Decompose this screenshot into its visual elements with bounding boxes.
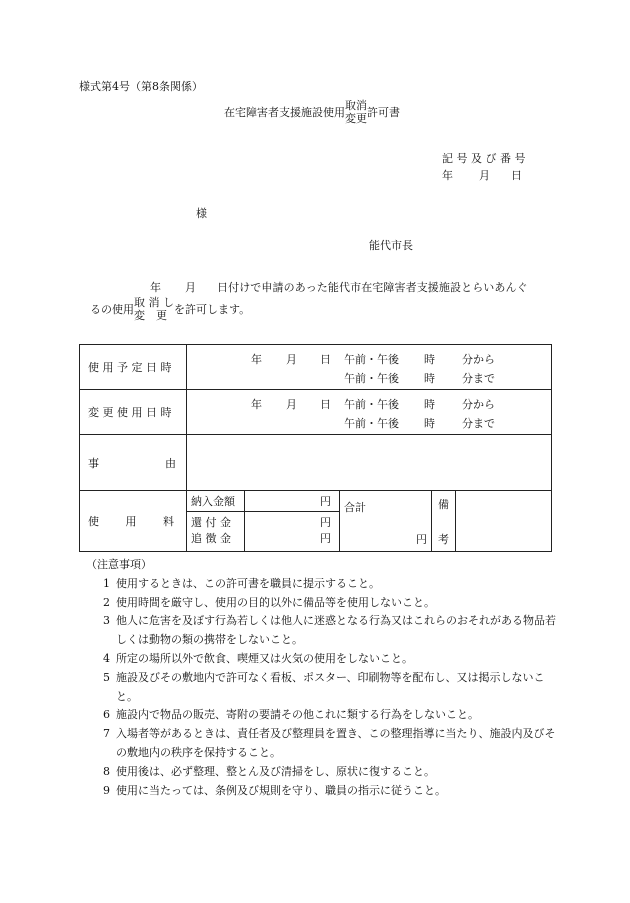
note-item	[86, 725, 556, 763]
note-item	[86, 594, 556, 613]
body-line-2-suffix: を許可します。	[174, 303, 251, 316]
note-item	[86, 650, 556, 669]
title-prefix: 在宅障害者支援施設使用	[224, 106, 345, 119]
changed-month: 月	[286, 397, 297, 411]
note-number: 2	[103, 595, 110, 609]
body-options	[134, 296, 174, 322]
note-number: 3	[103, 614, 110, 628]
changed-end-minute: 分まで	[462, 416, 495, 430]
total-yen: 円	[416, 532, 427, 546]
title-option-change: 変更	[345, 112, 367, 125]
changed-end-ampm: 午前・午後	[344, 416, 399, 430]
note-number: 8	[103, 764, 110, 778]
scheduled-end-minute: 分まで	[462, 371, 495, 385]
scheduled-datetime-label: 使 用 予 定 日 時	[80, 345, 187, 390]
scheduled-month: 月	[286, 352, 297, 366]
total-field	[340, 490, 432, 551]
issue-date-day: 日	[511, 169, 522, 182]
body-option-change: 変 更	[134, 309, 167, 322]
refund-yen: 円	[320, 516, 331, 530]
note-item	[86, 763, 556, 782]
addressee-suffix: 様	[196, 207, 207, 220]
scheduled-start-ampm: 午前・午後	[344, 352, 399, 366]
fee-label: 使 用 料	[80, 490, 187, 551]
note-text: 入場者等があるときは、責任者及び整理員を置き、この整理指導に当たり、施設内及びその敷地内の秩序を保持すること。	[116, 727, 556, 759]
note-text: 所定の場所以外で飲食、喫煙又は火気の使用をしないこと。	[116, 651, 413, 665]
changed-start-minute: 分から	[462, 397, 495, 411]
scheduled-end-hour: 時	[424, 371, 435, 385]
note-text: 使用時間を厳守し、使用の目的以外に備品等を使用しないこと。	[116, 595, 435, 609]
note-number: 1	[103, 576, 110, 590]
issue-date-month: 月	[479, 169, 490, 182]
body-option-cancel: 取 消 し	[134, 296, 174, 309]
issuer-name: 能代市長	[369, 239, 413, 252]
note-number: 6	[103, 708, 110, 722]
document-title	[224, 98, 400, 126]
note-text: 他人に危害を及ぼす行為若しくは他人に迷惑となる行為又はこれらのおそれがある物品若しくは動物の類の携帯をしないこと。	[116, 614, 556, 647]
note-text: 使用するときは、この許可書を職員に提示すること。	[116, 576, 380, 590]
scheduled-datetime-field	[187, 345, 552, 390]
changed-datetime-row	[80, 390, 552, 435]
note-number: 4	[103, 651, 110, 665]
permit-details-table	[79, 344, 552, 552]
changed-year: 年	[251, 397, 262, 411]
payment-amount-field	[245, 490, 340, 511]
refund-extra-labels	[187, 511, 245, 551]
body-month: 月	[185, 281, 196, 294]
refund-label: 還 付 金	[191, 516, 231, 530]
body-year: 年	[150, 281, 161, 294]
remarks-field	[456, 490, 552, 551]
total-label: 合計	[344, 500, 366, 514]
fee-row	[80, 490, 552, 511]
extra-charge-yen: 円	[320, 532, 331, 546]
issue-date-year: 年	[442, 169, 453, 182]
note-text: 使用に当たっては、条例及び規則を守り、職員の指示に従うこと。	[116, 783, 446, 797]
refund-extra-amounts	[245, 511, 340, 551]
scheduled-start-hour: 時	[424, 352, 435, 366]
note-number: 5	[103, 670, 110, 684]
body-line-2	[90, 295, 250, 323]
notes-section	[86, 556, 556, 800]
form-number: 様式第4号（第8条関係）	[79, 80, 203, 93]
notes-heading: （注意事項）	[86, 558, 152, 571]
note-item	[86, 669, 556, 707]
reason-row	[80, 435, 552, 490]
note-item	[86, 612, 556, 650]
scheduled-start-minute: 分から	[462, 352, 495, 366]
scheduled-year: 年	[251, 352, 262, 366]
payment-amount-label: 納入金額	[187, 490, 245, 511]
title-suffix: 許可書	[367, 106, 400, 119]
payment-yen: 円	[320, 494, 331, 508]
title-option-cancel: 取消	[345, 99, 367, 112]
notes-list	[86, 575, 556, 801]
note-text: 施設及びその敷地内で許可なく看板、ポスター、印刷物等を配布し、又は掲示しないこと。	[116, 670, 545, 703]
note-item	[86, 575, 556, 594]
scheduled-day: 日	[320, 352, 331, 366]
scheduled-datetime-row	[80, 345, 552, 390]
changed-start-ampm: 午前・午後	[344, 397, 399, 411]
changed-day: 日	[320, 397, 331, 411]
reason-label: 事 由	[80, 435, 187, 490]
note-text: 使用後は、必ず整理、整とん及び清掃をし、原状に復すること。	[116, 764, 435, 778]
scheduled-end-ampm: 午前・午後	[344, 371, 399, 385]
body-line-1: 日付けで申請のあった能代市在宅障害者支援施設とらいあんぐ	[217, 281, 528, 294]
changed-datetime-field	[187, 390, 552, 435]
note-number: 7	[103, 727, 110, 741]
note-text: 施設内で物品の販売、寄附の要請その他これに類する行為をしないこと。	[116, 708, 479, 722]
note-item	[86, 782, 556, 801]
body-line-2-prefix: るの使用	[90, 303, 134, 316]
reason-field	[187, 435, 552, 490]
changed-start-hour: 時	[424, 397, 435, 411]
note-number: 9	[103, 783, 110, 797]
extra-charge-label: 追 徴 金	[191, 532, 231, 546]
record-number-label: 記 号 及 び 番 号	[442, 152, 526, 165]
remarks-label: 備 考	[432, 490, 456, 551]
changed-end-hour: 時	[424, 416, 435, 430]
changed-datetime-label: 変 更 使 用 日 時	[80, 390, 187, 435]
note-item	[86, 706, 556, 725]
title-options	[345, 99, 367, 125]
